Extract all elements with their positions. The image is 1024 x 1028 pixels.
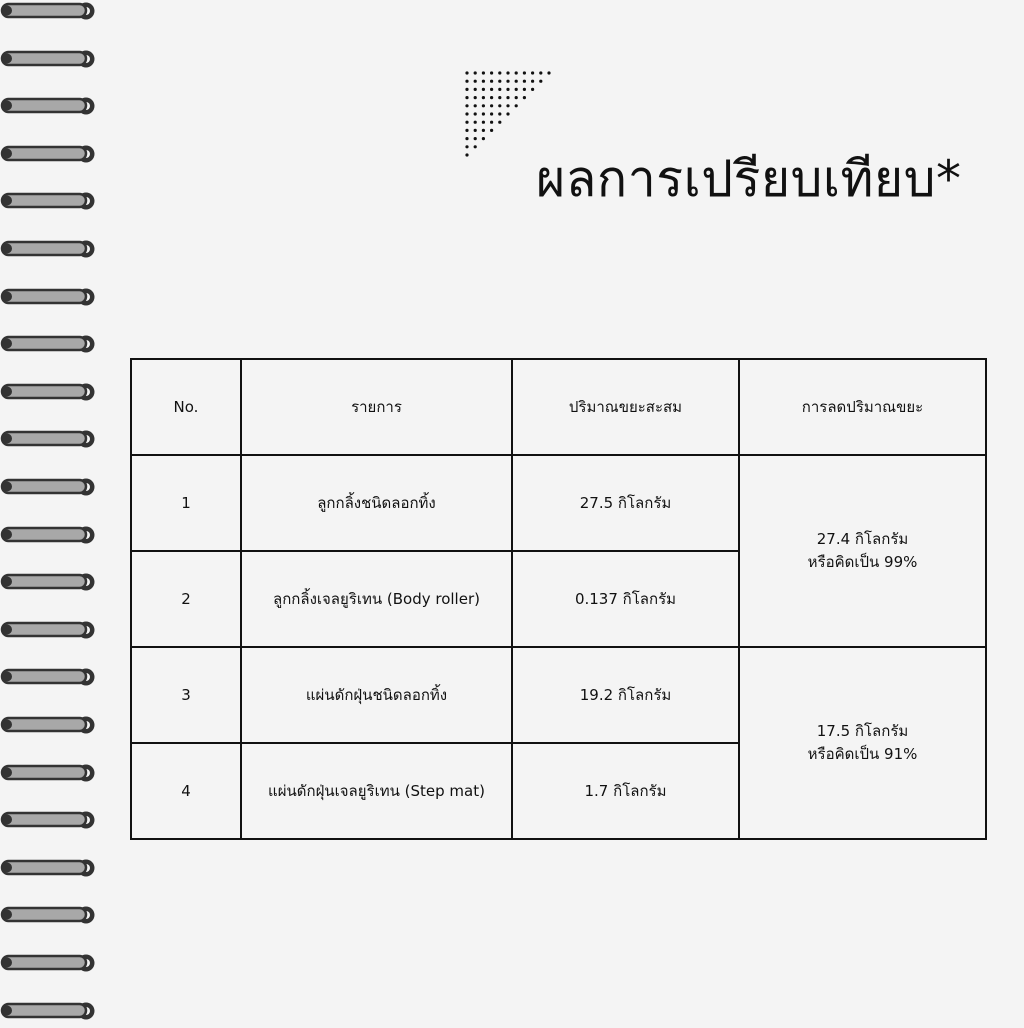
binding-ring <box>0 93 98 119</box>
pattern-dot <box>498 71 501 74</box>
pattern-dot <box>474 88 477 91</box>
pattern-dot <box>482 71 485 74</box>
pattern-dot <box>482 80 485 83</box>
row-number: 3 <box>131 647 241 743</box>
pattern-dot <box>498 121 501 124</box>
header-item: รายการ <box>241 359 512 455</box>
pattern-dot <box>506 96 509 99</box>
pattern-dot <box>498 112 501 115</box>
binding-ring <box>0 569 98 595</box>
pattern-dot <box>465 96 468 99</box>
pattern-dot <box>490 71 493 74</box>
reduction-percent: หรือคิดเป็น 99% <box>807 553 918 571</box>
binding-ring <box>0 426 98 452</box>
binding-ring <box>0 998 98 1024</box>
pattern-dot <box>465 129 468 132</box>
pattern-dot <box>506 80 509 83</box>
binding-ring <box>0 331 98 357</box>
pattern-dot <box>539 80 542 83</box>
pattern-dot <box>482 112 485 115</box>
pattern-dot <box>482 96 485 99</box>
binding-ring <box>0 522 98 548</box>
pattern-dot <box>482 121 485 124</box>
row-amount: 19.2 กิโลกรัม <box>512 647 739 743</box>
row-number: 1 <box>131 455 241 551</box>
header-accumulated-waste: ปริมาณขยะสะสม <box>512 359 739 455</box>
pattern-dot <box>465 71 468 74</box>
pattern-dot <box>531 71 534 74</box>
reduction-value: 17.5 กิโลกรัม <box>816 722 909 740</box>
binding-ring <box>0 188 98 214</box>
pattern-dot <box>474 129 477 132</box>
pattern-dot <box>474 96 477 99</box>
binding-ring <box>0 379 98 405</box>
pattern-dot <box>474 71 477 74</box>
binding-ring <box>0 284 98 310</box>
pattern-dot <box>465 137 468 140</box>
pattern-dot <box>482 137 485 140</box>
pattern-dot <box>515 96 518 99</box>
binding-ring <box>0 474 98 500</box>
pattern-dot <box>474 121 477 124</box>
pattern-dot <box>474 137 477 140</box>
pattern-dot <box>523 88 526 91</box>
pattern-dot <box>465 112 468 115</box>
pattern-dot <box>523 71 526 74</box>
comparison-table <box>130 358 987 840</box>
header-no: No. <box>131 359 241 455</box>
pattern-dot <box>474 145 477 148</box>
row-item: ลูกกลิ้งเจลยูริเทน (Body roller) <box>241 551 512 647</box>
pattern-dot <box>506 112 509 115</box>
pattern-dot <box>465 145 468 148</box>
row-item: แผ่นดักฝุ่นชนิดลอกทิ้ง <box>241 647 512 743</box>
reduction-value: 27.4 กิโลกรัม <box>816 530 909 548</box>
spiral-binding <box>0 0 100 1024</box>
binding-ring <box>0 0 98 24</box>
pattern-dot <box>490 104 493 107</box>
pattern-dot <box>482 88 485 91</box>
pattern-dot <box>465 88 468 91</box>
pattern-dot <box>474 80 477 83</box>
pattern-dot <box>490 129 493 132</box>
row-item: แผ่นดักฝุ่นเจลยูริเทน (Step mat) <box>241 743 512 839</box>
table-header-row <box>131 359 986 455</box>
binding-ring <box>0 855 98 881</box>
binding-ring <box>0 141 98 167</box>
pattern-dot <box>531 88 534 91</box>
pattern-dot <box>482 104 485 107</box>
pattern-dot <box>523 80 526 83</box>
page-title: ผลการเปรียบเทียบ* <box>536 149 962 208</box>
pattern-dot <box>490 88 493 91</box>
row-number: 2 <box>131 551 241 647</box>
binding-ring <box>0 807 98 833</box>
pattern-dot <box>498 80 501 83</box>
pattern-dot <box>490 112 493 115</box>
pattern-dot <box>523 96 526 99</box>
pattern-dot <box>490 121 493 124</box>
reduction-percent: หรือคิดเป็น 91% <box>807 745 918 763</box>
pattern-dot <box>474 104 477 107</box>
pattern-dot <box>531 80 534 83</box>
binding-ring <box>0 617 98 643</box>
table-row <box>131 647 986 743</box>
pattern-dot <box>547 71 550 74</box>
pattern-dot <box>465 153 468 156</box>
binding-ring <box>0 46 98 72</box>
pattern-dot <box>465 121 468 124</box>
pattern-dot <box>515 88 518 91</box>
pattern-dot <box>515 71 518 74</box>
reduction-cell <box>739 647 986 839</box>
row-amount: 27.5 กิโลกรัม <box>512 455 739 551</box>
pattern-dot <box>498 88 501 91</box>
binding-ring <box>0 712 98 738</box>
pattern-dot <box>490 96 493 99</box>
binding-ring <box>0 664 98 690</box>
pattern-dot <box>515 80 518 83</box>
pattern-dot <box>465 80 468 83</box>
pattern-dot <box>506 104 509 107</box>
pattern-dot <box>515 104 518 107</box>
row-amount: 1.7 กิโลกรัม <box>512 743 739 839</box>
binding-ring <box>0 236 98 262</box>
pattern-dot <box>482 129 485 132</box>
pattern-dot <box>506 71 509 74</box>
pattern-dot <box>498 96 501 99</box>
binding-ring <box>0 902 98 928</box>
binding-ring <box>0 760 98 786</box>
pattern-dot <box>539 71 542 74</box>
header-waste-reduction: การลดปริมาณขยะ <box>739 359 986 455</box>
row-number: 4 <box>131 743 241 839</box>
binding-ring <box>0 950 98 976</box>
pattern-dot <box>498 104 501 107</box>
pattern-dot <box>506 88 509 91</box>
pattern-dot <box>465 104 468 107</box>
row-item: ลูกกลิ้งชนิดลอกทิ้ง <box>241 455 512 551</box>
table-row <box>131 455 986 551</box>
reduction-cell <box>739 455 986 647</box>
pattern-dot <box>474 112 477 115</box>
pattern-dot <box>490 80 493 83</box>
row-amount: 0.137 กิโลกรัม <box>512 551 739 647</box>
